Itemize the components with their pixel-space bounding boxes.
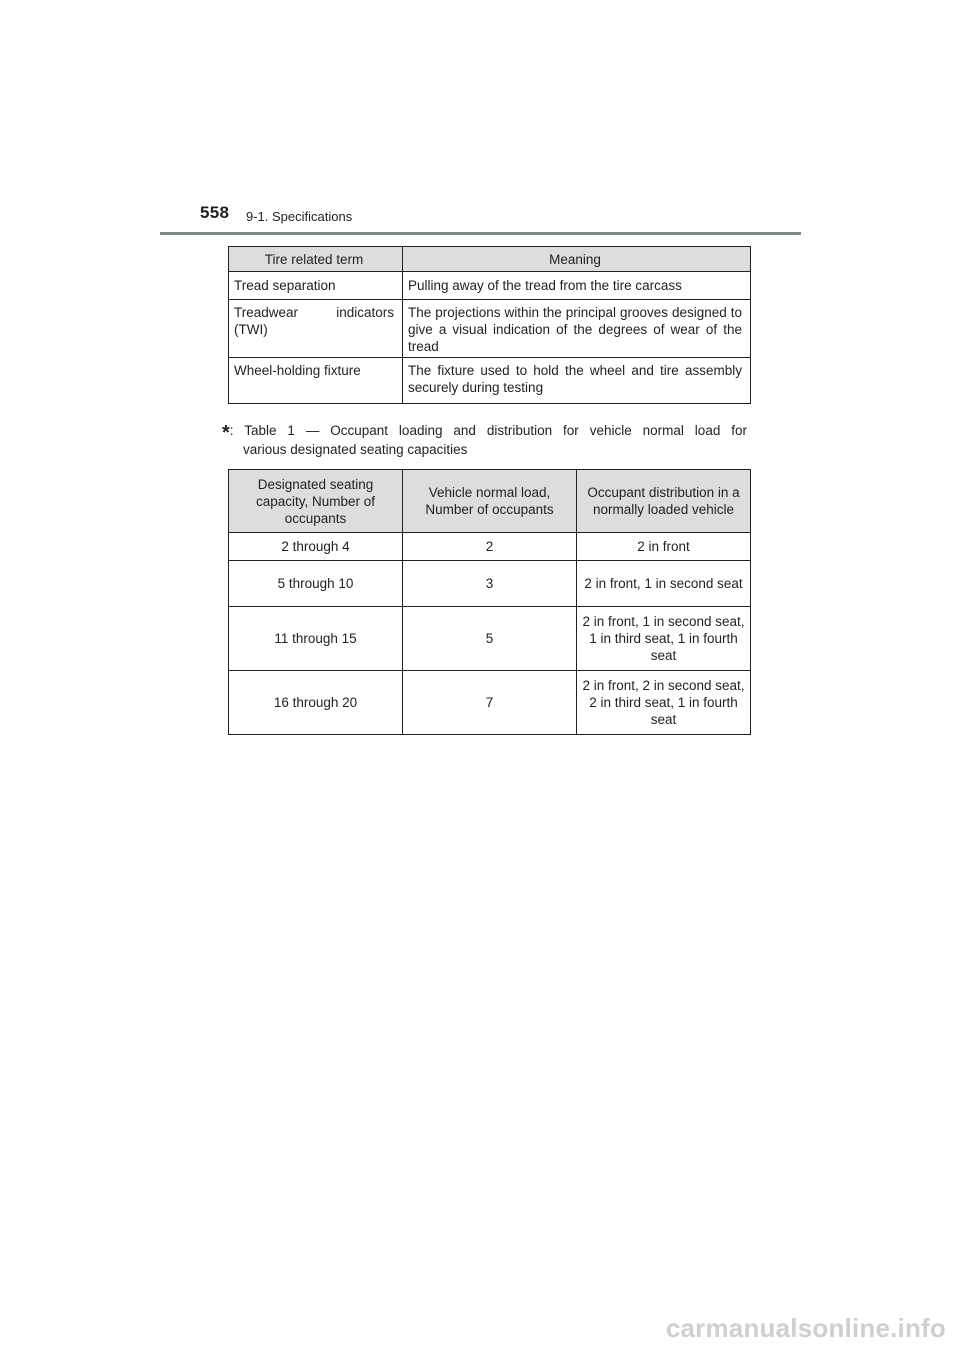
watermark: carmanualsonline.info xyxy=(665,1313,946,1343)
footnote-line-2: various designated seating capacities xyxy=(243,442,468,457)
table-row xyxy=(229,272,751,300)
meaning-cell: The fixture used to hold the wheel and tire assembly securely during testing xyxy=(403,358,751,404)
table-row xyxy=(229,607,751,671)
page-number: 558 xyxy=(200,203,230,222)
capacity-cell: 16 through 20 xyxy=(229,671,403,735)
term-cell: Treadwear indicators (TWI) xyxy=(229,300,403,358)
column-header-distribution: Occupant distribution in a normally loaded vehicle xyxy=(577,470,751,533)
capacity-cell: 2 through 4 xyxy=(229,533,403,561)
term-cell: Tread separation xyxy=(229,272,403,300)
load-cell: 2 xyxy=(403,533,577,561)
meaning-cell: Pulling away of the tread from the tire carcass xyxy=(403,272,751,300)
occupant-loading-table xyxy=(228,469,751,735)
meaning-cell: The projections within the principal grooves designed to give a visual indication of the degrees of wear of the tread xyxy=(403,300,751,358)
column-header-term: Tire related term xyxy=(229,247,403,272)
footnote xyxy=(222,420,747,459)
table-row xyxy=(229,671,751,735)
tire-terms-table xyxy=(228,246,751,404)
term-cell: Wheel-holding fixture xyxy=(229,358,403,404)
capacity-cell: 5 through 10 xyxy=(229,561,403,607)
column-header-normal-load: Vehicle normal load, Number of occupants xyxy=(403,470,577,533)
footnote-marker: * xyxy=(222,422,230,444)
distribution-cell: 2 in front, 2 in second seat, 2 in third seat, 1 in fourth seat xyxy=(577,671,751,735)
table-header-row xyxy=(229,470,751,533)
load-cell: 5 xyxy=(403,607,577,671)
table-row xyxy=(229,533,751,561)
distribution-cell: 2 in front, 1 in second seat xyxy=(577,561,751,607)
table-row xyxy=(229,561,751,607)
footnote-text-1: : Table 1 — Occupant loading and distribution for vehicle normal load for xyxy=(229,423,747,438)
column-header-meaning: Meaning xyxy=(403,247,751,272)
distribution-cell: 2 in front, 1 in second seat, 1 in third seat, 1 in fourth seat xyxy=(577,607,751,671)
table-row xyxy=(229,300,751,358)
table-header-row xyxy=(229,247,751,272)
load-cell: 7 xyxy=(403,671,577,735)
capacity-cell: 11 through 15 xyxy=(229,607,403,671)
header-divider xyxy=(160,232,801,235)
footnote-line-1 xyxy=(222,420,747,444)
load-cell: 3 xyxy=(403,561,577,607)
table-row xyxy=(229,358,751,404)
column-header-capacity: Designated seating capacity, Number of occupants xyxy=(229,470,403,533)
section-title: 9-1. Specifications xyxy=(246,209,353,224)
distribution-cell: 2 in front xyxy=(577,533,751,561)
